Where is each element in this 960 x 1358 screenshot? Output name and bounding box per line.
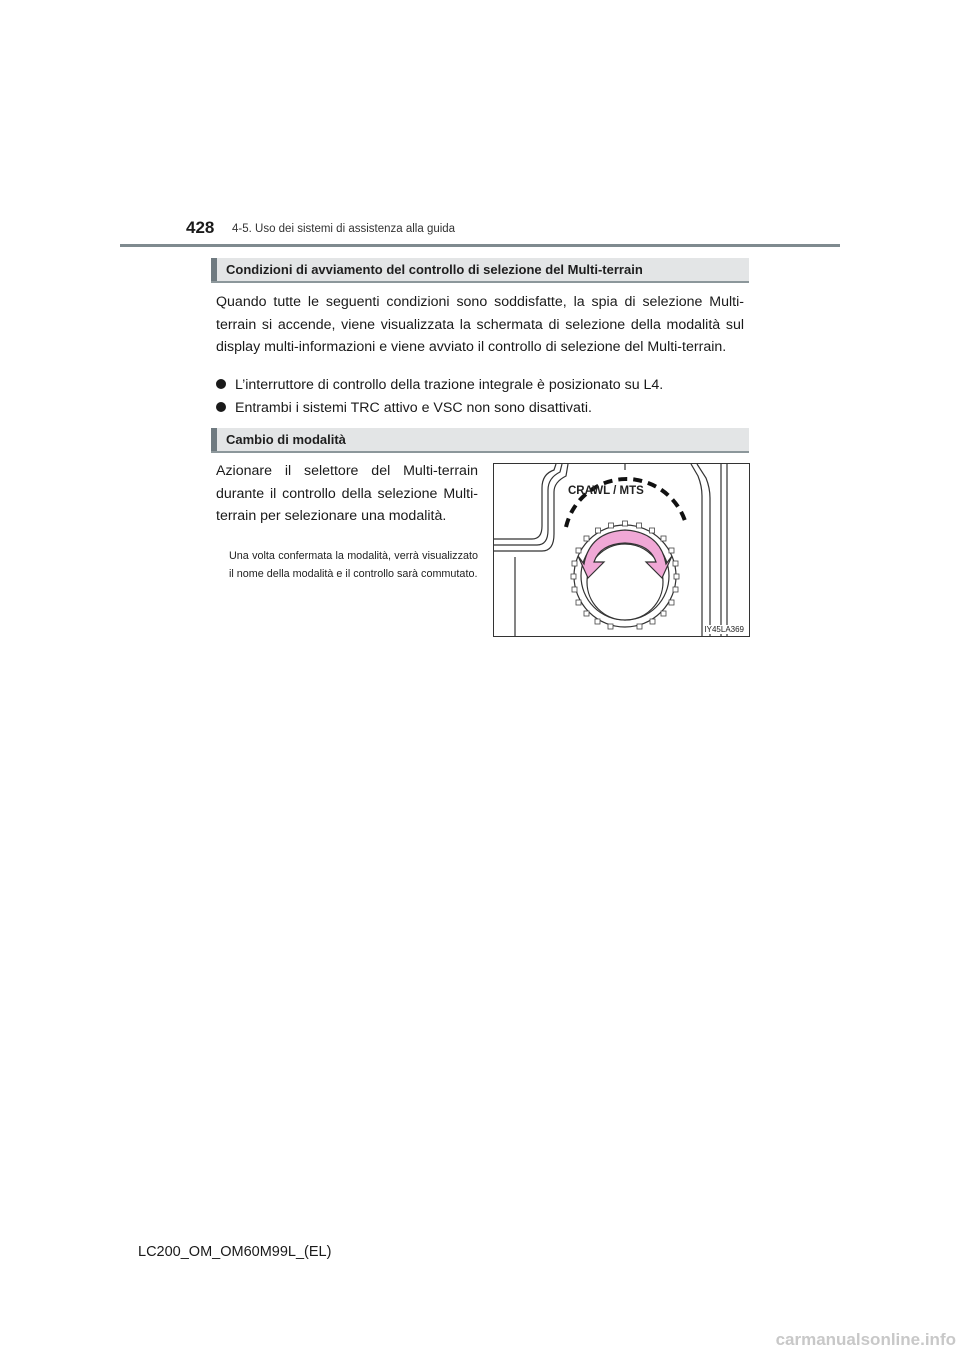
page-number: 428 [186, 218, 215, 237]
section-heading-mode-change [211, 428, 749, 453]
section-title: Cambio di modalità [226, 432, 346, 447]
bullet-icon [216, 402, 226, 412]
section-tab [211, 428, 217, 451]
bullet-item [216, 374, 744, 396]
section-heading-starting-conditions [211, 258, 749, 283]
chapter-title: 4-5. Uso dei sistemi di assistenza alla guida [232, 223, 456, 235]
mode-change-note: Una volta confermata la modalità, verrà visualizzato il nome della modalità e il controllo sarà commutato. [229, 550, 478, 580]
header-rule [120, 244, 840, 247]
mode-change-text: Azionare il selettore del Multi-terrain durante il controllo della selezione Multi-terrain per selezionare una modalità. [216, 463, 478, 525]
bullet-icon [216, 379, 226, 389]
bullet-item [216, 397, 744, 419]
section-title: Condizioni di avviamento del controllo di selezione del Multi-terrain [226, 262, 643, 277]
section-tab [211, 258, 217, 281]
dial-illustration [494, 464, 750, 637]
figure-label: CRAWL / MTS [568, 485, 644, 497]
bullet-text: L’interruttore di controllo della trazione integrale è posizionato su L4. [235, 377, 664, 393]
starting-conditions-text: Quando tutte le seguenti condizioni sono soddisfatte, la spia di selezione Multi-terrain si accende, viene visualizzata la schermata di selezione della modalità sul display multi-informazioni e viene avviato il controllo di selezione del Multi-terrain. [216, 294, 744, 356]
selector-dial-figure [493, 463, 750, 637]
document-code: LC200_OM_OM60M99L_(EL) [138, 1244, 332, 1260]
figure-code: IY45LA369 [704, 625, 744, 634]
bullet-text: Entrambi i sistemi TRC attivo e VSC non sono disattivati. [235, 400, 592, 416]
watermark: carmanualsonline.info [775, 1330, 956, 1349]
